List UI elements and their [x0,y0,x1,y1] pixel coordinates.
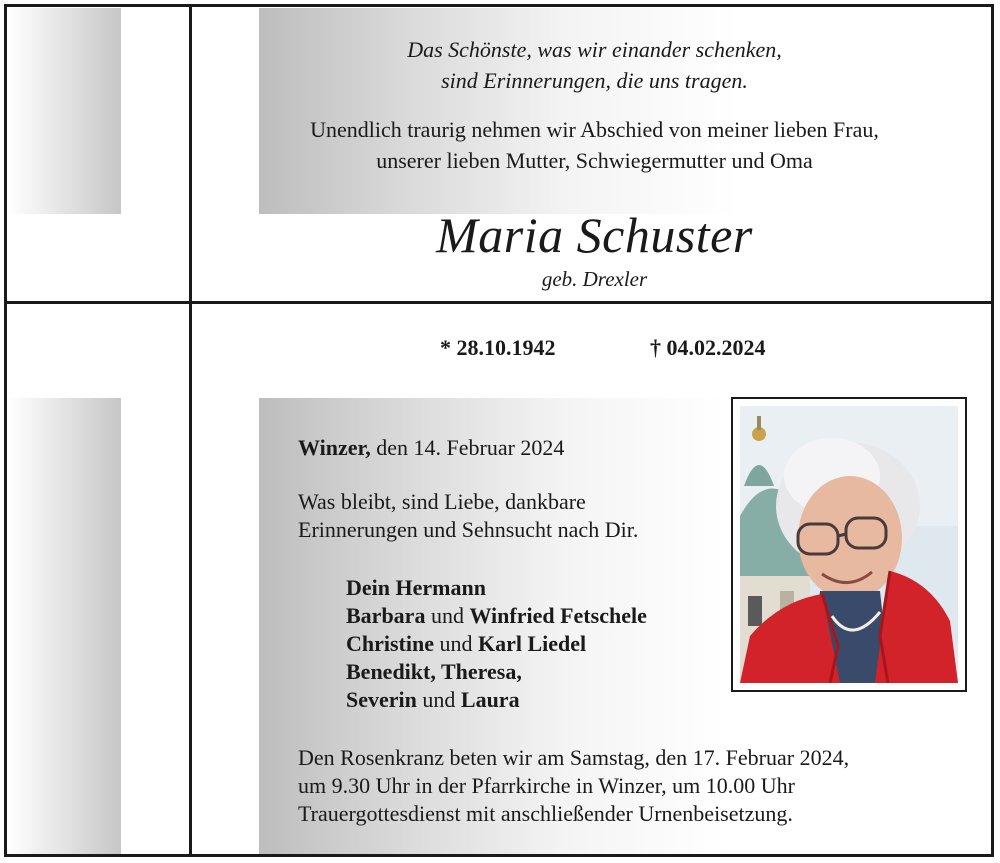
intro-line: Unendlich traurig nehmen wir Abschied von meiner lieben Frau, [310,117,879,142]
details-line: Den Rosenkranz beten wir am Samstag, den 17. Februar 2024, [298,745,850,770]
deceased-name: Maria Schuster [436,207,753,263]
family-name: Laura [460,687,520,712]
family-name: Severin [346,687,417,712]
portrait-image [740,406,958,683]
maiden-name: geb. Drexler [541,267,648,291]
conjunction: und [416,687,461,712]
quote-line: Was bleibt, sind Liebe, dankbare [298,489,586,514]
service-details [298,744,849,828]
quote-line: Erinnerungen und Sehnsucht nach Dir. [298,517,639,542]
place-name: Winzer, [298,435,371,460]
motto-line: Das Schönste, was wir einander schenken, [407,37,782,62]
family-list [346,574,647,714]
quote [298,488,638,544]
motto [195,34,994,96]
intro-text [195,114,994,176]
details-line: Trauergottesdienst mit anschließender Urnenbeisetzung. [298,801,793,826]
cross-horizontal-line [4,301,994,304]
family-name: Dein Hermann [346,575,486,600]
birth-date: * 28.10.1942 [440,335,556,360]
family-name: Winfried Fetschele [469,603,647,628]
place-date [298,434,564,462]
gradient-panel-bottom-left [8,398,121,854]
gradient-panel-top-left [8,8,121,214]
family-line [346,574,647,602]
family-line [346,658,647,686]
intro-line: unserer lieben Mutter, Schwiegermutter und Oma [376,148,813,173]
family-line [346,686,647,714]
family-line [346,602,647,630]
family-name: Karl Liedel [478,631,587,656]
family-name: Barbara [346,603,426,628]
cross-vertical-line [189,4,192,857]
family-name: Benedikt, Theresa, [346,659,522,684]
conjunction: und [425,603,470,628]
family-name: Christine [346,631,434,656]
family-line [346,630,647,658]
date-text: den 14. Februar 2024 [370,435,565,460]
death-date: † 04.02.2024 [650,335,766,360]
portrait-photo [731,397,967,692]
motto-line: sind Erinnerungen, die uns tragen. [441,68,748,93]
conjunction: und [434,631,478,656]
details-line: um 9.30 Uhr in der Pfarrkirche in Winzer, um 10.00 Uhr [298,773,795,798]
